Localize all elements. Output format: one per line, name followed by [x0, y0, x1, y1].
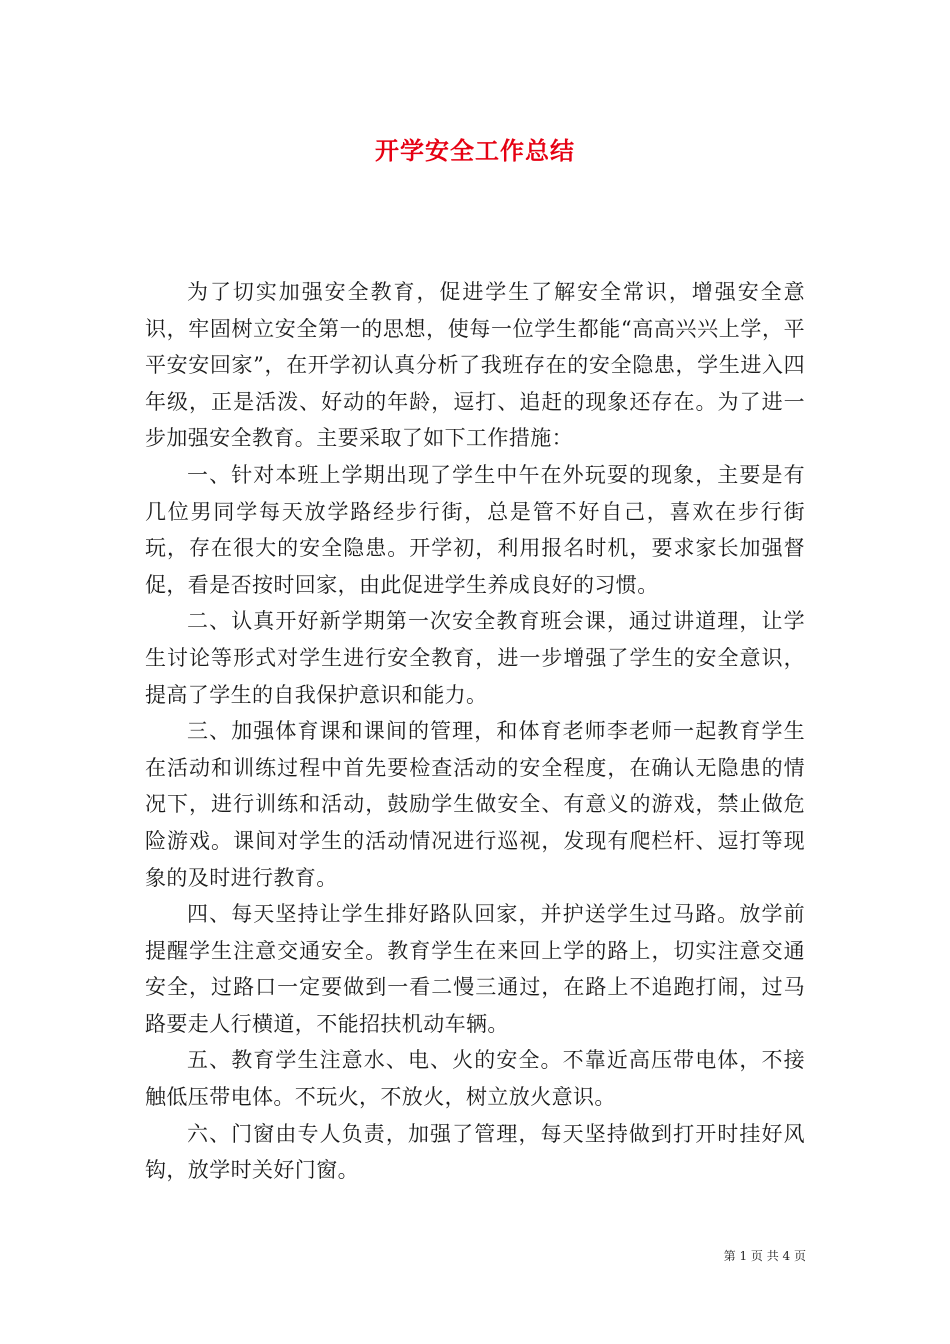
paragraph-measure-3: 三、加强体育课和课间的管理，和体育老师李老师一起教育学生在活动和训练过程中首先要检查活动的安全程度，在确认无隐患的情况下，进行训练和活动，鼓励学生做安全、有意义的游戏，禁止做危险游戏。课间对学生的活动情况进行巡视，发现有爬栏杆、逗打等现象的及时进行教育。	[145, 719, 805, 890]
paragraph-measure-1: 一、针对本班上学期出现了学生中午在外玩耍的现象，主要是有几位男同学每天放学路经步行街，总是管不好自己，喜欢在步行街玩，存在很大的安全隐患。开学初，利用报名时机，要求家长加强督促，看是否按时回家，由此促进学生养成良好的习惯。	[145, 462, 805, 597]
document-title: 开学安全工作总结	[375, 136, 575, 165]
paragraph-intro: 为了切实加强安全教育，促进学生了解安全常识，增强安全意识，牢固树立安全第一的思想，使每一位学生都能“高高兴兴上学，平平安安回家”，在开学初认真分析了我班存在的安全隐患，学生进入四年级，正是活泼、好动的年龄，逗打、追赶的现象还存在。为了进一步加强安全教育。主要采取了如下工作措施：	[145, 280, 805, 451]
paragraph-measure-6: 六、门窗由专人负责，加强了管理，每天坚持做到打开时挂好风钩，放学时关好门窗。	[145, 1121, 805, 1183]
page-number-footer: 第 1 页 共 4 页	[723, 1249, 806, 1263]
paragraph-measure-5: 五、教育学生注意水、电、火的安全。不靠近高压带电体，不接触低压带电体。不玩火，不放火，树立放火意识。	[145, 1048, 805, 1110]
document-body	[145, 274, 805, 1189]
paragraph-measure-2: 二、认真开好新学期第一次安全教育班会课，通过讲道理，让学生讨论等形式对学生进行安全教育，进一步增强了学生的安全意识，提高了学生的自我保护意识和能力。	[145, 609, 805, 707]
paragraph-measure-4: 四、每天坚持让学生排好路队回家，并护送学生过马路。放学前提醒学生注意交通安全。教育学生在来回上学的路上，切实注意交通安全，过路口一定要做到一看二慢三通过，在路上不追跑打闹，过马路要走人行横道，不能招扶机动车辆。	[145, 902, 805, 1036]
